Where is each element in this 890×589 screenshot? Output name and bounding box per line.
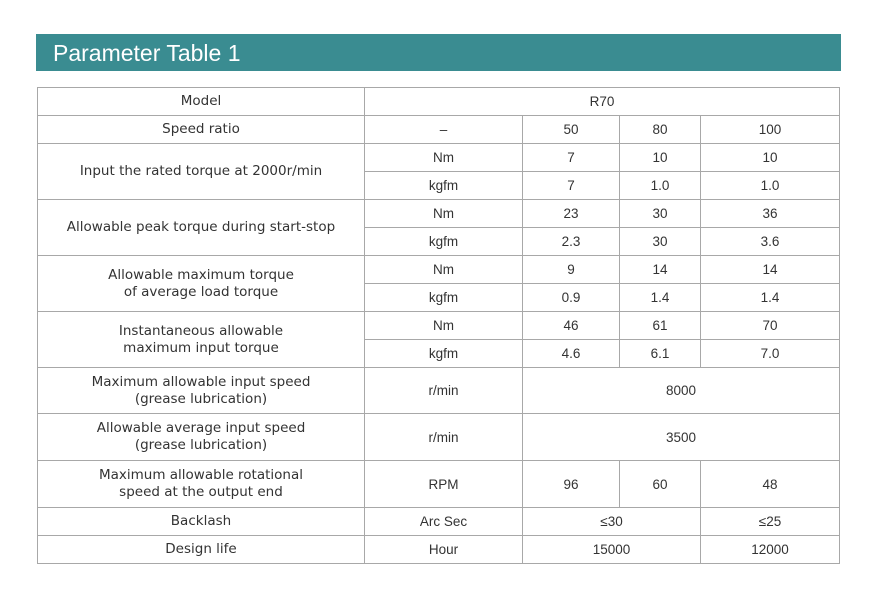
label-line: Maximum allowable input speed xyxy=(91,373,311,390)
value-cell: 46 xyxy=(523,312,620,340)
label-line: Instantaneous allowable xyxy=(118,322,284,339)
unit-cell: Arc Sec xyxy=(365,508,523,536)
value-cell: 1.0 xyxy=(701,172,840,200)
label-line: Allowable maximum torque xyxy=(108,266,294,283)
unit-cell: Hour xyxy=(365,536,523,564)
value-cell: 61 xyxy=(620,312,701,340)
value-cell: 14 xyxy=(701,256,840,284)
unit-cell: r/min xyxy=(365,368,523,414)
value-cell: 0.9 xyxy=(523,284,620,312)
value-cell: 96 xyxy=(523,461,620,508)
label-line: (grease lubrication) xyxy=(134,437,268,453)
table-row xyxy=(38,144,840,172)
page-title: Parameter Table 1 xyxy=(53,40,241,66)
value-cell: 7.0 xyxy=(701,340,840,368)
value-cell: 3500 xyxy=(523,414,840,461)
row-label-output-speed xyxy=(38,461,365,508)
unit-cell: r/min xyxy=(365,414,523,461)
value-cell: 1.4 xyxy=(620,284,701,312)
unit-cell: RPM xyxy=(365,461,523,508)
parameter-table xyxy=(37,87,840,564)
value-cell: 8000 xyxy=(523,368,840,414)
row-label-backlash: Backlash xyxy=(38,508,365,536)
value-cell: 1.4 xyxy=(701,284,840,312)
value-cell: ≤25 xyxy=(701,508,840,536)
value-cell: 30 xyxy=(620,228,701,256)
label-line: Allowable average input speed xyxy=(96,420,306,436)
value-cell: 10 xyxy=(620,144,701,172)
table-row-speed-ratio xyxy=(38,116,840,144)
unit-cell: Nm xyxy=(365,144,523,172)
model-value: R70 xyxy=(365,88,840,116)
row-label-avg-input-speed xyxy=(38,414,365,461)
value-cell: 7 xyxy=(523,172,620,200)
table-row xyxy=(38,200,840,228)
row-label-model: Model xyxy=(38,88,365,116)
value-cell: 6.1 xyxy=(620,340,701,368)
value-cell: 14 xyxy=(620,256,701,284)
label-line: maximum input torque xyxy=(123,339,279,356)
value-cell: 7 xyxy=(523,144,620,172)
ratio-cell: 50 xyxy=(523,116,620,144)
value-cell: 48 xyxy=(701,461,840,508)
value-cell: 4.6 xyxy=(523,340,620,368)
table-row xyxy=(38,368,840,414)
label-line: speed at the output end xyxy=(119,484,283,500)
title-banner xyxy=(36,34,841,71)
table-row xyxy=(38,312,840,340)
value-cell: ≤30 xyxy=(523,508,701,536)
label-line: (grease lubrication) xyxy=(134,390,268,407)
value-cell: 10 xyxy=(701,144,840,172)
table-row-backlash xyxy=(38,508,840,536)
value-cell: 9 xyxy=(523,256,620,284)
unit-cell: kgfm xyxy=(365,228,523,256)
unit-cell: Nm xyxy=(365,200,523,228)
value-cell: 15000 xyxy=(523,536,701,564)
unit-cell: Nm xyxy=(365,256,523,284)
unit-cell: kgfm xyxy=(365,340,523,368)
row-label-design-life: Design life xyxy=(38,536,365,564)
value-cell: 30 xyxy=(620,200,701,228)
label-line: Maximum allowable rotational xyxy=(98,467,304,483)
row-label-max-input-speed xyxy=(38,368,365,414)
ratio-cell: 80 xyxy=(620,116,701,144)
unit-cell: – xyxy=(365,116,523,144)
label-line: of average load torque xyxy=(123,283,279,300)
value-cell: 70 xyxy=(701,312,840,340)
value-cell: 36 xyxy=(701,200,840,228)
table-row xyxy=(38,414,840,461)
table-row xyxy=(38,461,840,508)
value-cell: 60 xyxy=(620,461,701,508)
value-cell: 1.0 xyxy=(620,172,701,200)
row-label-speed-ratio: Speed ratio xyxy=(38,116,365,144)
row-label-max-torque xyxy=(38,256,365,312)
ratio-cell: 100 xyxy=(701,116,840,144)
table-row xyxy=(38,256,840,284)
unit-cell: kgfm xyxy=(365,172,523,200)
row-label-instant-torque xyxy=(38,312,365,368)
unit-cell: kgfm xyxy=(365,284,523,312)
row-label-rated-torque: Input the rated torque at 2000r/min xyxy=(38,144,365,200)
value-cell: 3.6 xyxy=(701,228,840,256)
value-cell: 23 xyxy=(523,200,620,228)
row-label-peak-torque: Allowable peak torque during start-stop xyxy=(38,200,365,256)
table-row-model xyxy=(38,88,840,116)
value-cell: 2.3 xyxy=(523,228,620,256)
value-cell: 12000 xyxy=(701,536,840,564)
unit-cell: Nm xyxy=(365,312,523,340)
table-row-design-life xyxy=(38,536,840,564)
